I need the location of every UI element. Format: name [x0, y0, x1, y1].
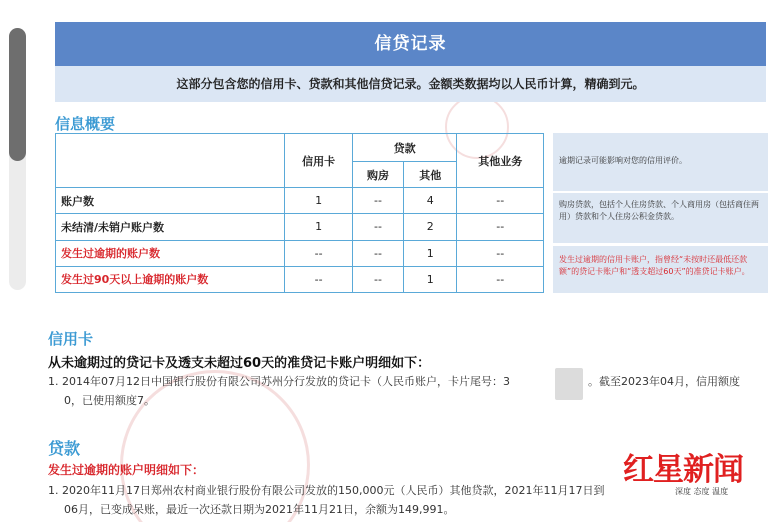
row-label: 账户数	[56, 188, 285, 214]
cell-housing: --	[352, 240, 403, 266]
credit-card-detail-line1-end: 。截至2023年04月，信用额度	[588, 375, 740, 388]
header-other-business: 其他业务	[457, 134, 544, 188]
header-loan-housing: 购房	[352, 162, 403, 188]
cell-other-business: --	[457, 188, 544, 214]
overview-table	[55, 133, 544, 293]
cell-other: 1	[404, 266, 457, 292]
cell-other-business: --	[457, 240, 544, 266]
cell-housing: --	[352, 266, 403, 292]
note-overdue-card: 发生过逾期的信用卡账户，指曾经“未按时还最低还款额”的贷记卡账户和“透支超过60天”的准贷记卡账户。	[553, 246, 768, 293]
table-row	[56, 214, 544, 240]
row-label: 发生过90天以上逾期的账户数	[56, 266, 285, 292]
news-tagline: 深度 态度 温度	[675, 487, 729, 496]
loan-detail-line1: 1. 2020年11月17日郑州农村商业银行股份有限公司发放的150,000元（人民币）其他贷款，2021年11月17日到	[48, 484, 605, 497]
cell-credit-card: 1	[285, 188, 352, 214]
table-row	[56, 188, 544, 214]
cell-other-business: --	[457, 266, 544, 292]
cell-housing: --	[352, 214, 403, 240]
redaction-mask	[555, 368, 583, 400]
cell-other: 4	[404, 188, 457, 214]
overview-title: 信息概要	[55, 115, 116, 133]
credit-card-detail-line1: 1. 2014年07月12日中国银行股份有限公司苏州分行发放的贷记卡（人民币账户，卡片尾号：3	[48, 375, 510, 388]
page-title: 信贷记录	[55, 22, 766, 66]
table-row	[56, 240, 544, 266]
table-row	[56, 266, 544, 292]
note-housing-loan: 购房贷款，包括个人住房贷款、个人商用房（包括商住两用）贷款和个人住房公积金贷款。	[553, 193, 768, 243]
cell-other-business: --	[457, 214, 544, 240]
news-logo	[623, 444, 763, 510]
header-credit-card: 信用卡	[285, 134, 352, 188]
row-label: 发生过逾期的账户数	[56, 240, 285, 266]
note-overdue: 逾期记录可能影响对您的信用评价。	[553, 133, 768, 191]
corner-cell	[56, 134, 285, 188]
notes-column	[553, 133, 768, 293]
cell-credit-card: --	[285, 266, 352, 292]
credit-card-detail-line2: 0，已使用额度7。	[64, 394, 155, 407]
credit-card-heading: 从未逾期过的贷记卡及透支未超过60天的准贷记卡账户明细如下：	[48, 356, 431, 371]
header-loan-other: 其他	[404, 162, 457, 188]
loan-detail-line2: 06月，已变成呆账，最近一次还款日期为2021年11月21日，余额为149,991。	[64, 503, 455, 516]
cell-credit-card: 1	[285, 214, 352, 240]
row-label: 未结清/未销户账户数	[56, 214, 285, 240]
scrollbar-thumb[interactable]	[9, 28, 26, 161]
page-subtitle: 这部分包含您的信用卡、贷款和其他信贷记录。金额类数据均以人民币计算，精确到元。	[55, 66, 766, 102]
cell-other: 1	[404, 240, 457, 266]
header-loan: 贷款	[352, 134, 457, 162]
credit-card-title: 信用卡	[48, 330, 94, 348]
cell-other: 2	[404, 214, 457, 240]
loan-title: 贷款	[48, 439, 81, 458]
news-brand: 红星新闻	[623, 452, 743, 488]
cell-housing: --	[352, 188, 403, 214]
loan-overdue-heading: 发生过逾期的账户明细如下：	[48, 463, 205, 477]
cell-credit-card: --	[285, 240, 352, 266]
